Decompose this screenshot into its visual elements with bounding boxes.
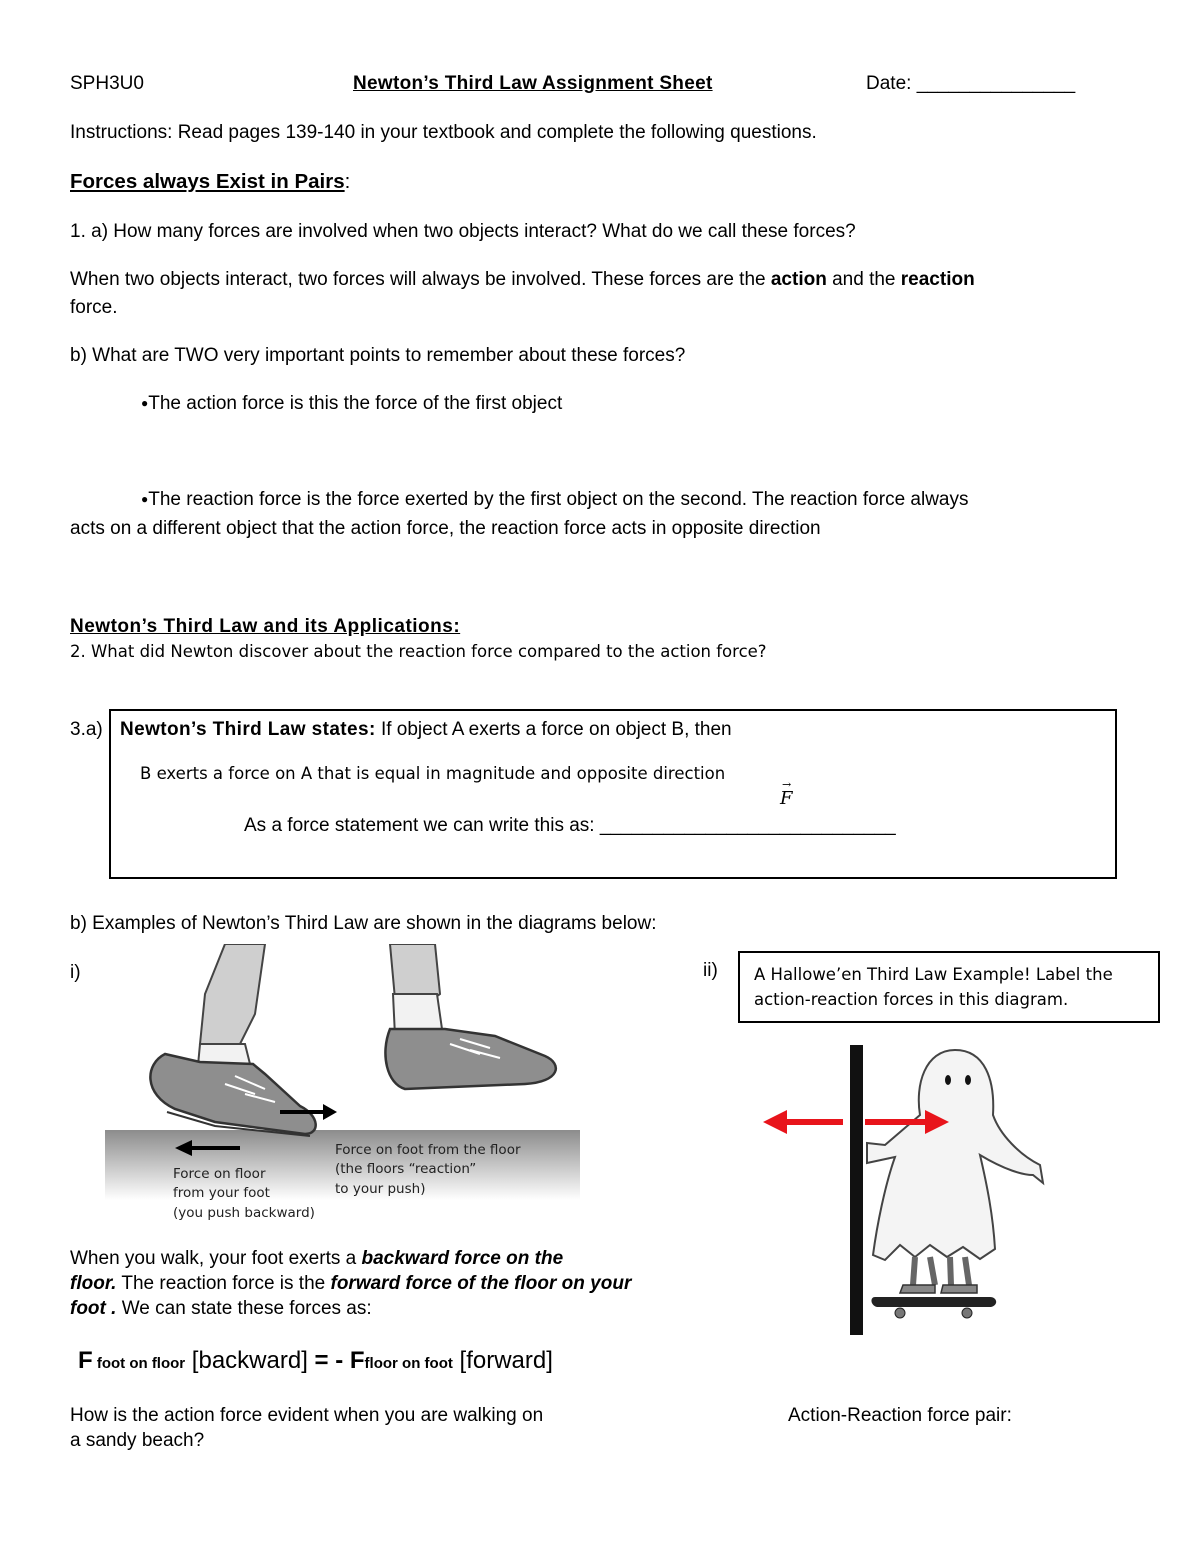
answer-1b-bullet2-cont: acts on a different object that the action force, the reaction force acts in opposite direction <box>70 518 821 539</box>
skateboard-wheel-2 <box>962 1308 972 1318</box>
answer-1a-text: When two objects interact, two forces will always be involved. These forces are the <box>70 269 771 290</box>
beach-question-line1: How is the action force evident when you are walking on <box>70 1405 544 1426</box>
answer-1a-action: action <box>770 269 827 290</box>
leg-right <box>390 944 440 999</box>
walk-text-line3 <box>70 1298 372 1320</box>
vector-f-letter: F <box>780 788 793 809</box>
question-1b: b) What are TWO very important points to remember about these forces? <box>70 345 686 366</box>
walking-foot-diagram <box>105 944 585 1224</box>
caption-foot-1: Force on foot from the floor <box>335 1142 521 1158</box>
eq-dir1: [backward] <box>185 1347 308 1374</box>
section1-heading <box>70 170 350 194</box>
course-code: SPH3U0 <box>70 73 144 94</box>
answer-1a-and: and the <box>826 269 901 290</box>
eq-dir2: [forward] <box>452 1347 553 1374</box>
arrow-forward-head <box>323 1104 337 1120</box>
beach-question-line2: a sandy beach? <box>70 1430 205 1451</box>
section2-heading: Newton’s Third Law and its Applications: <box>70 616 461 637</box>
eq-sub2: floor on foot <box>364 1355 453 1372</box>
section1-heading-text: Forces always Exist in Pairs <box>70 170 345 193</box>
walk-text-line1 <box>70 1248 563 1270</box>
caption-foot-2: (the floors “reaction” <box>335 1161 477 1177</box>
walk-text-line2 <box>70 1273 631 1295</box>
law-statement <box>120 719 732 741</box>
example-i-label: i) <box>70 962 81 983</box>
shoe-left <box>150 1054 315 1134</box>
walk-text-a: When you walk, your foot exerts a <box>70 1248 362 1269</box>
walk-text-c: floor. <box>70 1273 117 1294</box>
ghost-sheet <box>867 1050 1043 1260</box>
walk-text-g: We can state these forces as: <box>116 1298 372 1319</box>
caption-foot-3: to your push) <box>335 1181 426 1197</box>
law-text: If object A exerts a force on object B, then <box>375 719 732 740</box>
halloween-box-line1: A Hallowe’en Third Law Example! Label the <box>754 965 1113 984</box>
halloween-box <box>738 951 1160 1023</box>
law-answer: B exerts a force on A that is equal in magnitude and opposite direction <box>140 764 726 783</box>
answer-1a-reaction: reaction <box>900 269 975 290</box>
bullet1-text: The action force is this the force of the first object <box>148 393 563 414</box>
caption-floor-3: (you push backward) <box>173 1205 315 1221</box>
force-statement: As a force statement we can write this as: ____________________________ <box>244 815 896 836</box>
caption-floor-2: from your foot <box>173 1185 270 1201</box>
ghost-eye-left <box>945 1075 951 1085</box>
law-label: Newton’s Third Law states: <box>120 719 376 740</box>
example-ii-label: ii) <box>703 960 718 981</box>
instructions: Instructions: Read pages 139-140 in your textbook and complete the following questions. <box>70 122 817 143</box>
answer-1b-bullet2 <box>141 489 969 511</box>
bullet2-text: The reaction force is the force exerted by the first object on the second. The reaction force always <box>148 489 969 510</box>
date-field: Date: _______________ <box>866 73 1076 94</box>
eq-mid: = - <box>307 1347 350 1374</box>
answer-1a-line2: force. <box>70 297 118 318</box>
wall <box>850 1045 863 1335</box>
page-title: Newton’s Third Law Assignment Sheet <box>353 73 713 94</box>
question-2: 2. What did Newton discover about the reaction force compared to the action force? <box>70 642 767 661</box>
ghost-shoes <box>900 1285 977 1293</box>
vector-arrow-icon: → <box>782 778 792 791</box>
ghost-skateboard-diagram <box>755 1035 1075 1335</box>
eq-f1: F <box>78 1347 93 1374</box>
section1-heading-colon: : <box>344 170 351 193</box>
skateboard-wheel-1 <box>895 1308 905 1318</box>
answer-1b-bullet1 <box>141 393 562 415</box>
bullet-icon: ● <box>141 396 149 410</box>
eq-sub1: foot on floor <box>92 1355 186 1372</box>
action-reaction-pair-label: Action-Reaction force pair: <box>788 1405 1012 1426</box>
walk-text-f: foot . <box>70 1298 117 1319</box>
question-3a-label: 3.a) <box>70 719 103 740</box>
vector-f-symbol <box>780 778 793 809</box>
caption-floor-1: Force on floor <box>173 1166 266 1182</box>
walk-text-e: forward force of the floor on your <box>330 1273 632 1294</box>
shoe-right <box>385 1029 555 1089</box>
eq-f2: F <box>349 1347 365 1374</box>
question-1a: 1. a) How many forces are involved when two objects interact? What do we call these forces? <box>70 221 856 242</box>
halloween-box-line2: action-reaction forces in this diagram. <box>754 990 1069 1009</box>
question-3b: b) Examples of Newton’s Third Law are shown in the diagrams below: <box>70 913 657 934</box>
bullet-icon: ● <box>141 492 149 506</box>
leg-left <box>200 944 265 1044</box>
skateboard <box>871 1297 996 1307</box>
arrow-reaction-head <box>763 1110 787 1134</box>
ghost-legs <box>913 1257 969 1285</box>
force-equation <box>78 1347 553 1375</box>
walk-text-b: backward force on the <box>361 1248 564 1269</box>
answer-1a-line1 <box>70 269 975 291</box>
ghost-eye-right <box>965 1075 971 1085</box>
walk-text-d: The reaction force is the <box>116 1273 331 1294</box>
